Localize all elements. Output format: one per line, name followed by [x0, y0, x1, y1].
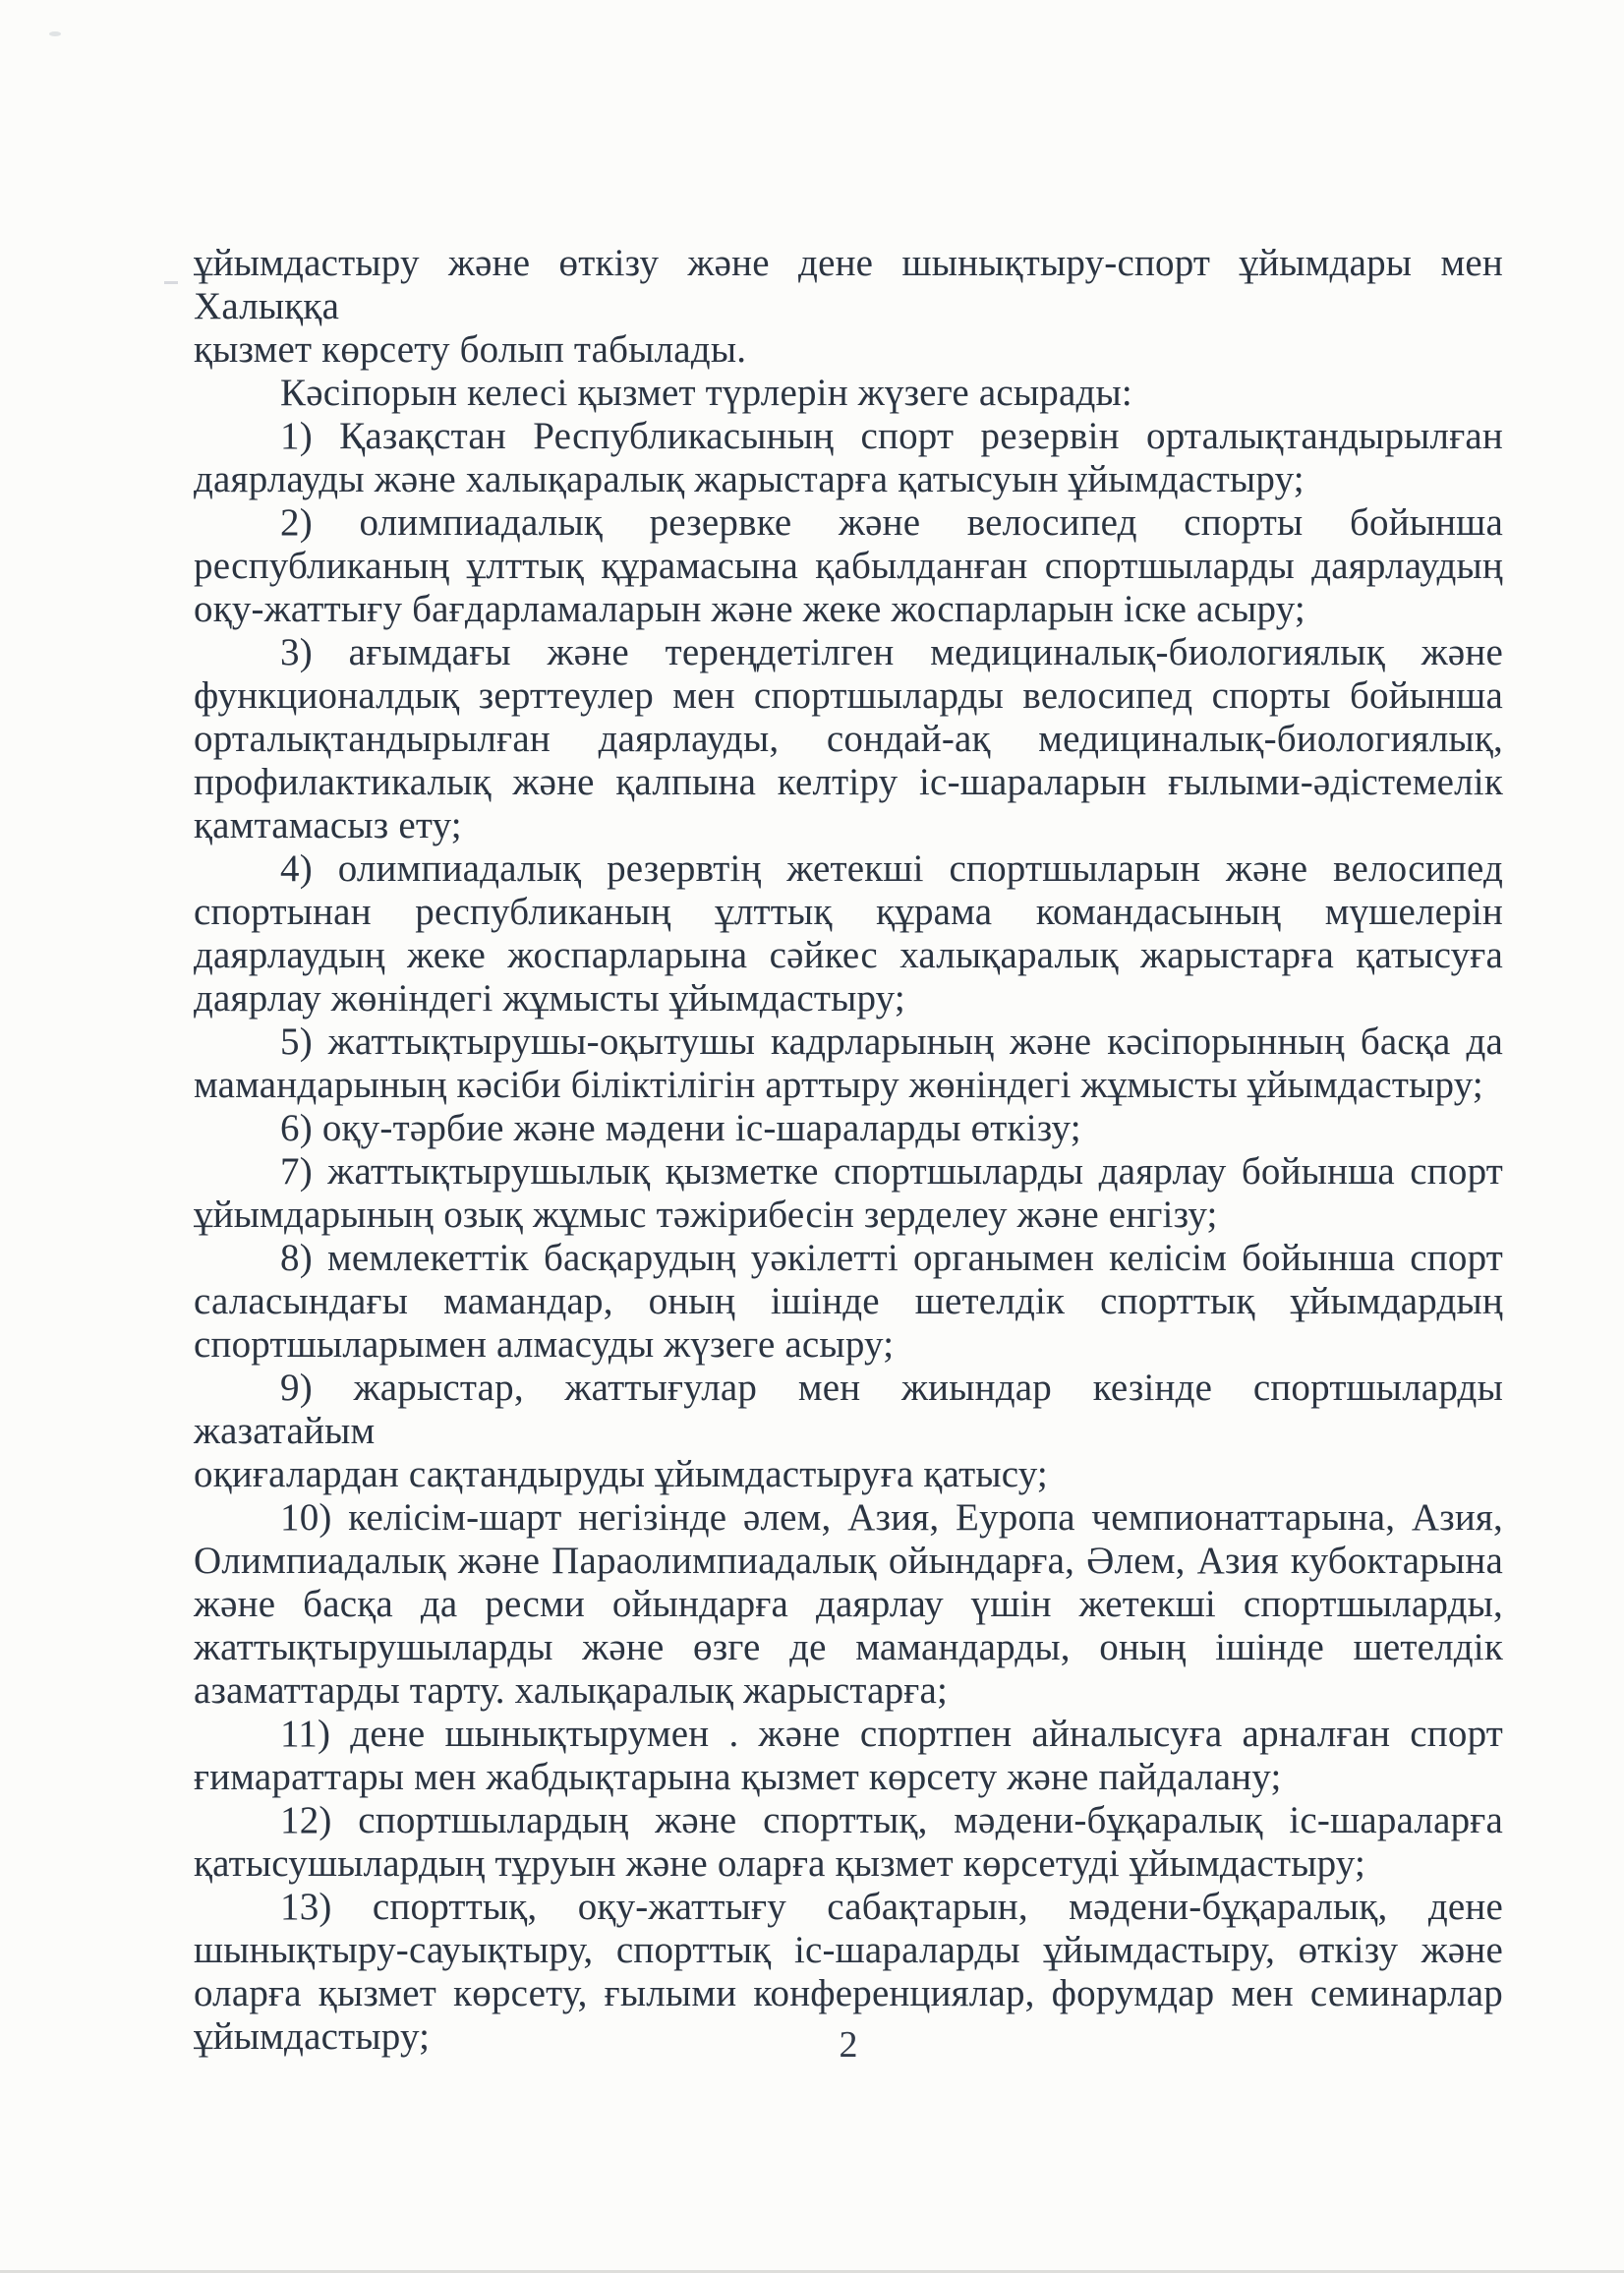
text-line: оларға қызмет көрсету, ғылыми конференциялар, форумдар мен семинарлар [194, 1972, 1503, 2014]
text-line: оқу-жаттығу бағдарламаларын және жеке жоспарларын іске асыру; [194, 588, 1305, 630]
text-line: даярлау жөніндегі жұмысты ұйымдастыру; [194, 977, 905, 1020]
text-line: 5) жаттықтырушы-оқытушы кадрларының және кәсіпорынның басқа да [280, 1020, 1503, 1063]
text-line: Олимпиадалық және Параолимпиадалық ойындарға, Әлем, Азия кубоктарына [194, 1540, 1503, 1582]
text-line: 13) спорттық, оқу-жаттығу сабақтарын, мәдени-бұқаралық, дене [280, 1886, 1503, 1928]
text-line: жаттықтырушыларды және өзге де мамандарды, оның ішінде шетелдік [194, 1626, 1503, 1668]
text-line: 10) келісім-шарт негізінде әлем, Азия, Еуропа чемпионаттарына, Азия, [280, 1496, 1503, 1539]
text-line: оқиғалардан сақтандыруды ұйымдастыруға қатысу; [194, 1453, 1048, 1495]
body-text [194, 242, 1503, 2059]
text-line: қатысушылардың тұруын және оларға қызмет көрсетуді ұйымдастыру; [194, 1842, 1366, 1885]
text-line: және басқа да ресми ойындарға даярлау үшін жетекші спортшыларды, [194, 1583, 1503, 1625]
text-line: саласындағы мамандар, оның ішінде шетелдік спорттық ұйымдардың [194, 1280, 1503, 1322]
text-line: қызмет көрсету болып табылады. [194, 328, 747, 371]
scan-speck [49, 31, 61, 36]
text-line: азаматтарды тарту. халықаралық жарыстарға; [194, 1669, 949, 1712]
text-line: 2) олимпиадалық резервке және велосипед спорты бойынша [280, 501, 1503, 544]
text-line: ұйымдастыру және өткізу және дене шынықтыру-спорт ұйымдары мен Халыққа [194, 242, 1503, 327]
text-line: ұйымдастыру; [194, 2015, 431, 2058]
text-line: 3) ағымдағы және тереңдетілген медициналық-биологиялық және [280, 631, 1503, 673]
text-line: 8) мемлекеттік басқарудың уәкілетті органымен келісім бойынша спорт [280, 1237, 1503, 1279]
text-line: 7) жаттықтырушылық қызметке спортшыларды даярлау бойынша спорт [280, 1150, 1503, 1193]
text-line: спортынан республиканың ұлттық құрама командасының мүшелерін [194, 891, 1503, 933]
text-line: профилактикалық және қалпына келтіру іс-шараларын ғылыми-әдістемелік [194, 761, 1503, 803]
text-line: 9) жарыстар, жаттығулар мен жиындар кезінде спортшыларды жазатайым [194, 1367, 1503, 1452]
page-number: 2 [839, 2024, 858, 2066]
text-line: даярлауды және халықаралық жарыстарға қатысуын ұйымдастыру; [194, 458, 1305, 500]
text-line: даярлаудың жеке жоспарларына сәйкес халықаралық жарыстарға қатысуға [194, 934, 1503, 976]
text-line: мамандарының кәсіби біліктілігін арттыру жөніндегі жұмысты ұйымдастыру; [194, 1064, 1483, 1106]
text-line: 11) дене шынықтырумен . және спортпен айналысуға арналған спорт [280, 1713, 1503, 1755]
text-line: 1) Қазақстан Республикасының спорт резервін орталықтандырылған [280, 415, 1503, 457]
text-line: орталықтандырылған даярлауды, сондай-ақ медициналық-биологиялық, [194, 718, 1503, 760]
text-line: қамтамасыз ету; [194, 804, 462, 846]
text-line: 6) оқу-тәрбие және мәдени іс-шараларды өткізу; [280, 1107, 1081, 1149]
text-line: 4) олимпиадалық резервтің жетекші спортшыларын және велосипед [280, 847, 1503, 890]
text-line: Кәсіпорын келесі қызмет түрлерін жүзеге асырады: [280, 372, 1132, 414]
text-line: 12) спортшылардың және спорттық, мәдени-бұқаралық іс-шараларға [280, 1799, 1503, 1841]
text-line: шынықтыру-сауықтыру, спорттық іс-шараларды ұйымдастыру, өткізу және [194, 1929, 1503, 1971]
text-line: ғимараттары мен жабдықтарына қызмет көрсету және пайдалану; [194, 1756, 1282, 1798]
text-line: спортшыларымен алмасуды жүзеге асыру; [194, 1323, 895, 1366]
text-line: функционалдық зерттеулер мен спортшыларды велосипед спорты бойынша [194, 674, 1503, 717]
text-line: республиканың ұлттық құрамасына қабылданған спортшыларды даярлаудың [194, 545, 1503, 587]
scan-speck [164, 281, 178, 284]
text-line: ұйымдарының озық жұмыс тәжірибесін зерделеу және енгізу; [194, 1194, 1218, 1236]
